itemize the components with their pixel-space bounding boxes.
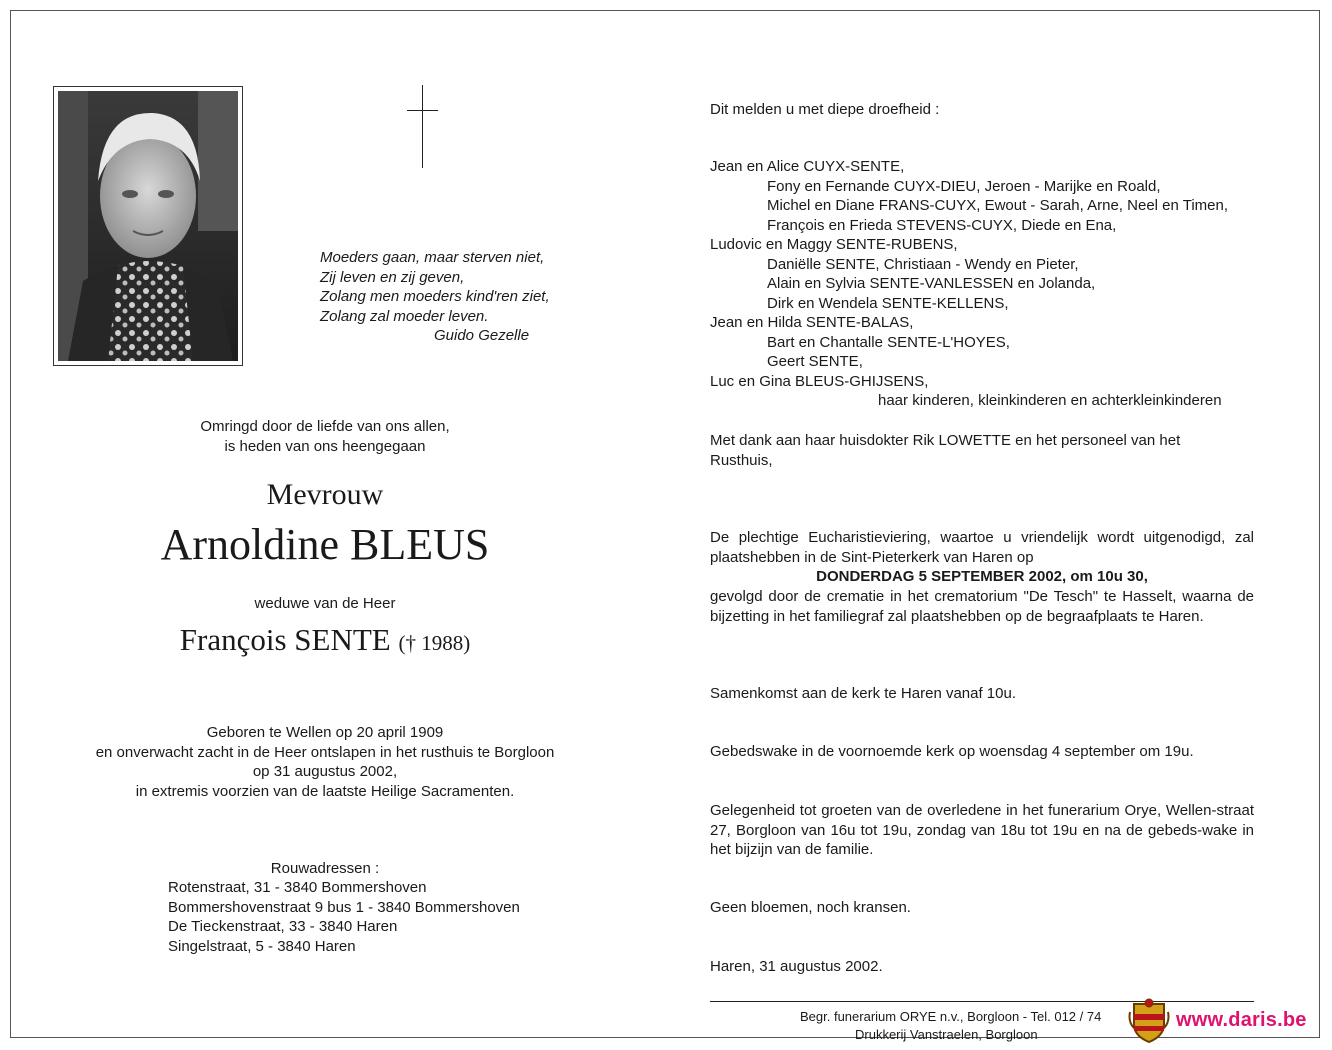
intro-line: Omringd door de liefde van ons allen,: [200, 418, 450, 435]
birth-line: Geboren te Wellen op 20 april 1909: [206, 724, 444, 741]
watermark-text[interactable]: www.daris.be: [1176, 1009, 1307, 1031]
viewing-text: Gelegenheid tot groeten van de overledene in het funerarium Orye, Wellen-straat 27, Borgloon van 16u tot 19u, zondag van 18u tot 19u en na de gebeds-wake in het bijzijn van de familie.: [710, 802, 1254, 858]
footer-printer: Drukkerij Vanstraelen, Borgloon: [855, 1027, 1038, 1042]
family-line: Luc en Gina BLEUS-GHIJSENS,: [710, 372, 929, 390]
portrait-image: [58, 91, 238, 361]
husband-name-text: François SENTE: [179, 622, 391, 657]
place-date: Haren, 31 augustus 2002.: [710, 958, 883, 975]
gathering-text: Samenkomst aan de kerk te Haren vanaf 10u.: [710, 685, 1017, 702]
address-item: Rotenstraat, 31 - 3840 Bommershoven: [168, 879, 427, 896]
crest-icon: [1128, 998, 1170, 1044]
ceremony-text2: gevolgd door de crematie in het crematorium "De Tesch" te Hasselt, waarna de bijzetting in het familiegraf zal plaatshebben op de begraafplaats te Haren.: [710, 588, 1254, 625]
family-line: Dirk en Wendela SENTE-KELLENS,: [767, 294, 1009, 312]
salutation: Mevrouw: [266, 478, 384, 511]
ceremony-text1: De plechtige Eucharistieviering, waartoe u vriendelijk wordt uitgenodigd, zal plaatshebben in de Sint-Pieterkerk van Haren op: [710, 529, 1254, 566]
footer-divider: [710, 1001, 1254, 1002]
family-line: Michel en Diane FRANS-CUYX, Ewout - Sarah, Arne, Neel en Timen,: [767, 197, 1229, 214]
deceased-name: Arnoldine BLEUS: [160, 520, 490, 569]
birth-line: in extremis voorzien van de laatste Heilige Sacramenten.: [135, 782, 515, 800]
cross-icon-bar: [407, 110, 438, 111]
husband-name: [100, 620, 550, 663]
footer-funeral-home: Begr. funerarium ORYE n.v., Borgloon - Tel. 012 / 74: [800, 1009, 1102, 1024]
family-line: Jean en Alice CUYX-SENTE,: [710, 158, 905, 175]
family-line: Geert SENTE,: [767, 353, 863, 370]
poem-line: Zolang men moeders kind'ren ziet,: [320, 288, 550, 305]
family-line: Bart en Chantalle SENTE-L'HOYES,: [767, 333, 1010, 351]
poem-author: Guido Gezelle: [434, 327, 530, 344]
vigil-text: Gebedswake in de voornoemde kerk op woensdag 4 september om 19u.: [710, 743, 1194, 760]
family-list: [710, 157, 1254, 411]
birth-line: en onverwacht zacht in de Heer ontslapen in het rusthuis te Borgloon: [95, 743, 555, 761]
addresses-list: [168, 878, 520, 956]
thanks-text: Met dank aan haar huisdokter Rik LOWETTE en het personeel van het Rusthuis,: [710, 432, 1181, 469]
poem-line: Zolang zal moeder leven.: [320, 307, 489, 325]
intro-text: [120, 417, 530, 456]
no-flowers-text: Geen bloemen, noch kransen.: [710, 899, 911, 916]
widow-text: weduwe van de Heer: [254, 595, 396, 612]
address-item: Singelstraat, 5 - 3840 Haren: [168, 937, 356, 955]
husband-death-year: († 1988): [398, 631, 471, 655]
family-line: Daniëlle SENTE, Christiaan - Wendy en Pieter,: [767, 255, 1079, 273]
family-closing: haar kinderen, kleinkinderen en achterkleinkinderen: [878, 392, 1222, 409]
address-item: De Tieckenstraat, 33 - 3840 Haren: [168, 918, 398, 935]
announcement: Dit melden u met diepe droefheid :: [710, 101, 940, 118]
family-line: Ludovic en Maggy SENTE-RUBENS,: [710, 236, 958, 253]
addresses-label: Rouwadressen :: [270, 860, 380, 877]
cross-icon: [422, 85, 423, 168]
birth-line: op 31 augustus 2002,: [252, 763, 398, 780]
poem-line: Zij leven en zij geven,: [320, 268, 465, 286]
address-item: Bommershovenstraat 9 bus 1 - 3840 Bommershoven: [168, 898, 520, 916]
poem: [320, 248, 550, 346]
family-line: Alain en Sylvia SENTE-VANLESSEN en Jolanda,: [767, 275, 1096, 292]
family-line: Fony en Fernande CUYX-DIEU, Jeroen - Marijke en Roald,: [767, 177, 1161, 195]
portrait-photo: [53, 86, 243, 366]
ceremony-date: DONDERDAG 5 SEPTEMBER 2002, om 10u 30,: [816, 568, 1148, 585]
family-line: François en Frieda STEVENS-CUYX, Diede en Ena,: [767, 216, 1117, 234]
family-line: Jean en Hilda SENTE-BALAS,: [710, 314, 914, 331]
poem-line: Moeders gaan, maar sterven niet,: [320, 249, 545, 266]
birth-death-text: [60, 723, 590, 801]
intro-line: is heden van ons heengegaan: [224, 437, 426, 455]
